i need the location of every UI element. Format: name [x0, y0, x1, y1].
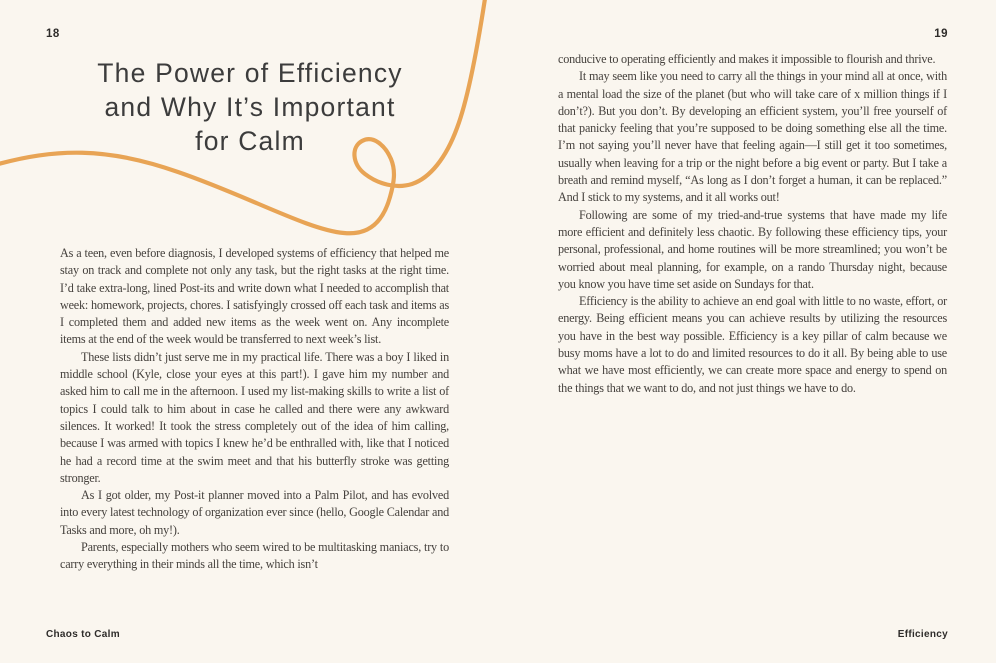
chapter-title-line-2: and Why It’s Important [104, 92, 396, 122]
body-text-right [558, 51, 947, 397]
running-footer-book-title: Chaos to Calm [46, 629, 120, 640]
page-right [498, 0, 996, 663]
running-footer-chapter-title: Efficiency [897, 629, 948, 640]
paragraph: Following are some of my tried-and-true systems that have made my life more efficient and definitely less chaotic. By following these efficiency tips, your personal, professional, and home routines will be more streamlined; you won’t be worried about meal planning, for example, on a rando Thursday night, because you know you have time set aside on Sundays for that. [558, 207, 947, 291]
paragraph: As I got older, my Post-it planner moved into a Palm Pilot, and has evolved into every latest technology of organization ever since (hello, Google Calendar and Tasks and more, oh my!). [60, 488, 449, 537]
page-number-right: 19 [934, 28, 948, 40]
paragraph: These lists didn’t just serve me in my practical life. There was a boy I liked in middle school (Kyle, close your eyes at this part!). I gave him my number and asked him to call me in the afternoon. I used my list-making skills to write a list of topics I could talk to him about in case he called and there were any awkward silences. It worked! It took the stress completely out of the idea of him calling, because I was armed with topics I knew he’d be enthralled with, like that I noticed he had a record time at the swim meet and that his butterfly stroke was getting stronger. [60, 349, 449, 485]
chapter-title-line-3: for Calm [195, 126, 305, 156]
chapter-title-line-1: The Power of Efficiency [97, 58, 403, 88]
page-number-left: 18 [46, 28, 60, 40]
body-text-left [60, 245, 449, 574]
paragraph: It may seem like you need to carry all the things in your mind all at once, with a mental load the size of the planet (but who will take care of x million things if I don’t?). But you don’t. By developing an efficient system, you’ll free yourself of that panicky feeling that you’re supposed to be doing something else all the time. I’m not saying you’ll never have that feeling again—I still get it too sometimes, usually when leaving for a trip or the night before a big event or party. But I take a breath and remind myself, “As long as I don’t forget a human, it can be replaced.” And I stick to my systems, and it all works out! [558, 69, 947, 205]
paragraph: Efficiency is the ability to achieve an end goal with little to no waste, effort, or energy. Being efficient means you can achieve results by utilizing the resources you have in the best way possible. Efficiency is a key pillar of calm because we busy moms have a lot to do and limited resources to do it all. By being able to use what we have most efficiently, we can create more space and energy to spend on the things that we want to do, and not just things we have to do. [558, 294, 947, 395]
paragraph: conducive to operating efficiently and makes it impossible to flourish and thrive. [558, 52, 936, 66]
paragraph: Parents, especially mothers who seem wired to be multitasking maniacs, try to carry everything in their minds all the time, which isn’t [60, 540, 449, 572]
paragraph: As a teen, even before diagnosis, I developed systems of efficiency that helped me stay on track and complete not only any task, but the right tasks at the right time. I’d take extra-long, lined Post-its and write down what I needed to accomplish that week: homework, projects, chores. I satisfyingly crossed off each task and items as I completed them and added new items as the week went on. Any incomplete items at the end of the week would be transferred to next week’s list. [60, 246, 449, 347]
chapter-title [30, 56, 470, 158]
